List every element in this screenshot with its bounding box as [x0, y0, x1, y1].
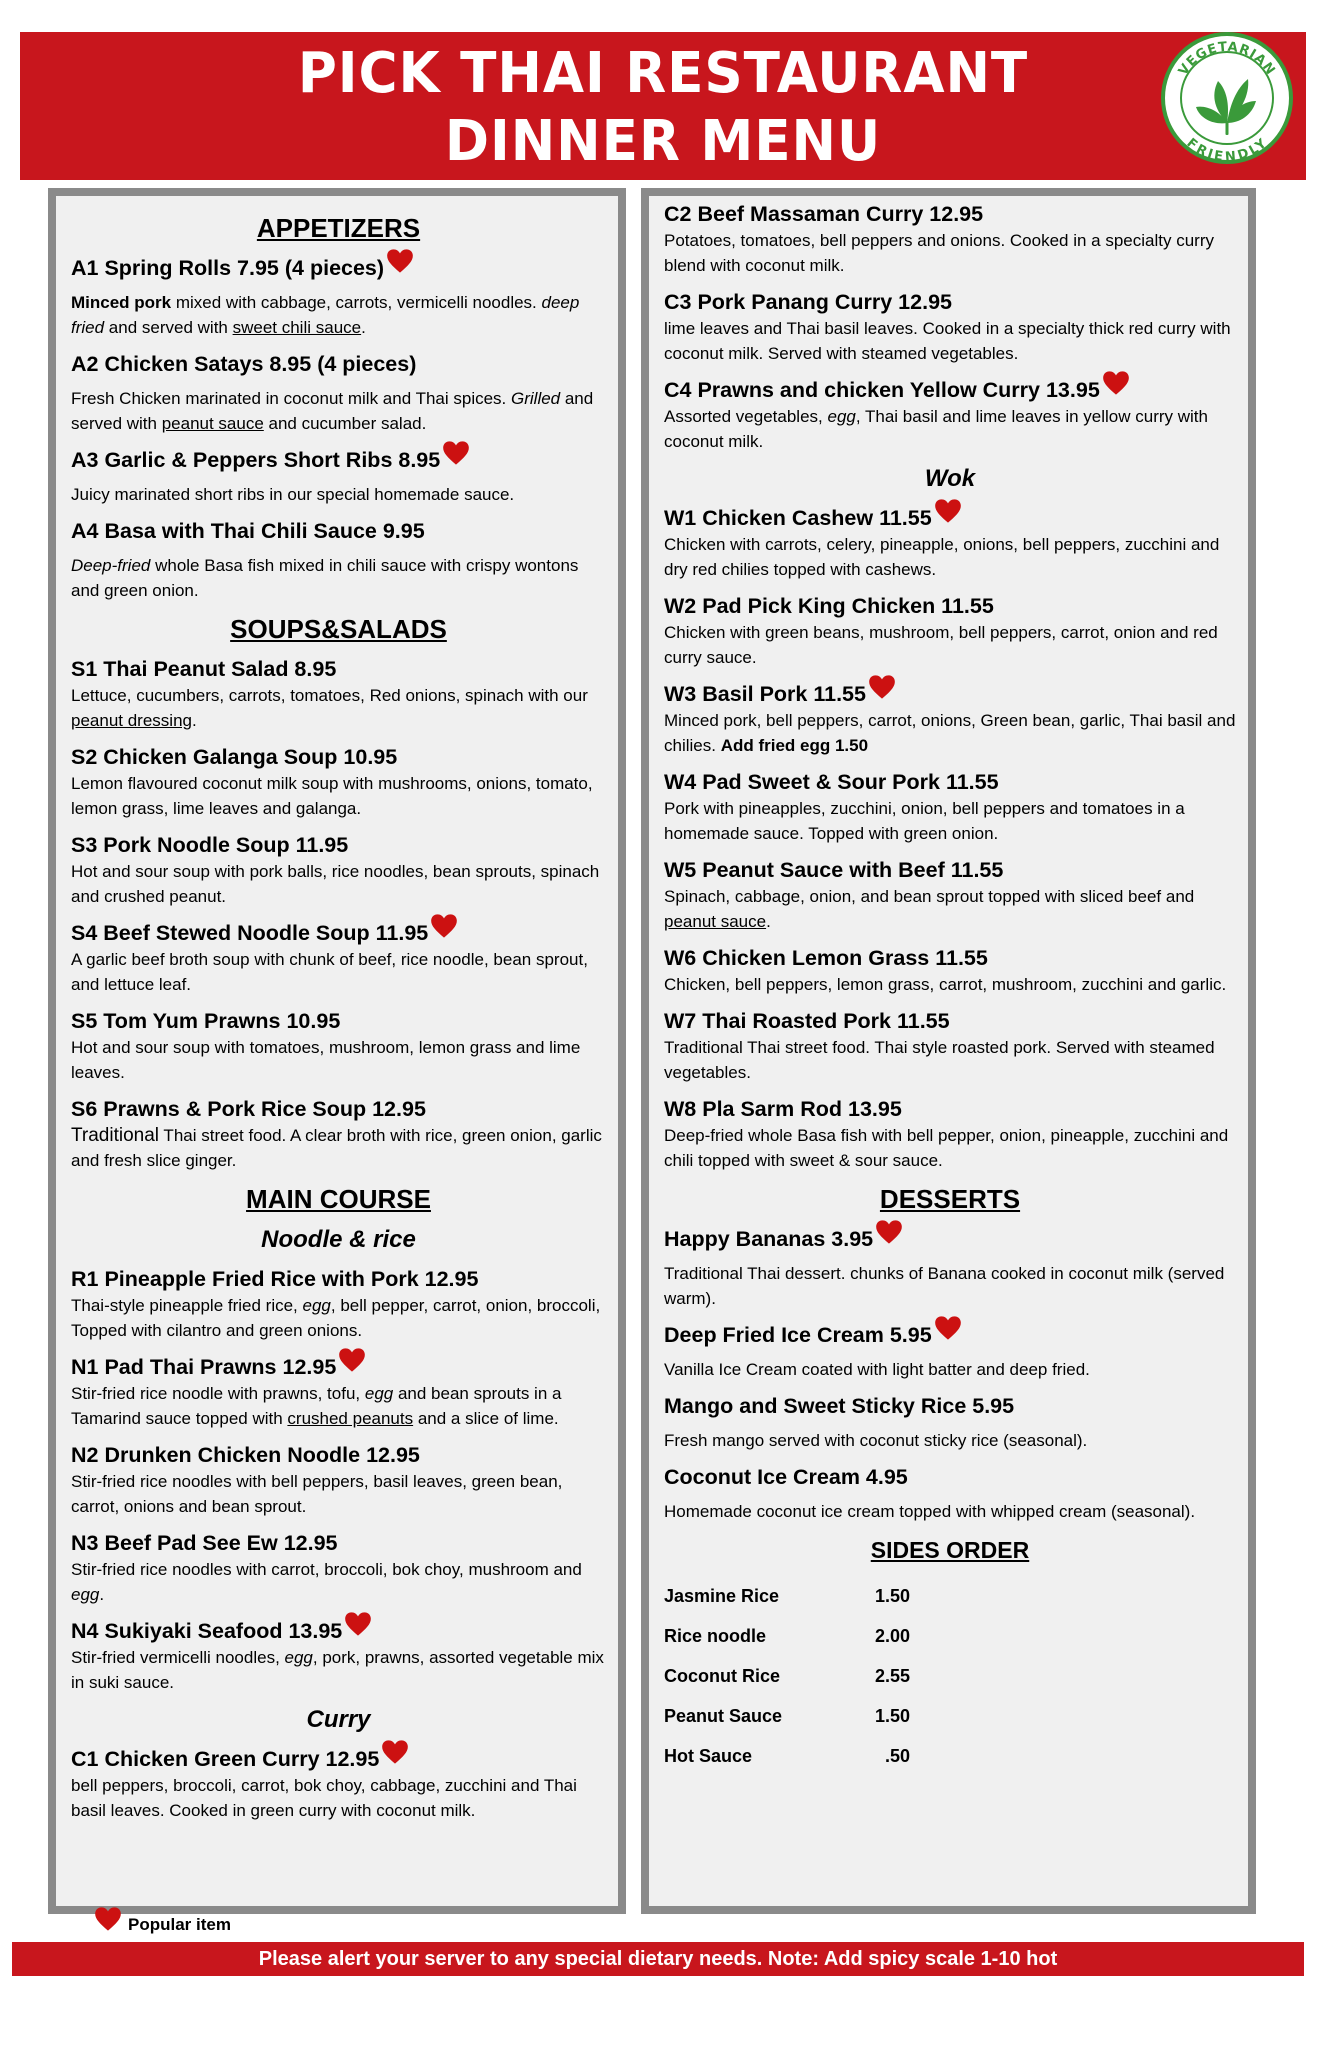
sides-list [664, 1576, 1236, 1776]
menu-item-deep-fried-ice-cream-description: Vanilla Ice Cream coated with light batter and deep fried. [664, 1360, 1090, 1379]
list-item: Hot Sauce .50 [664, 1746, 910, 1766]
svg-text:VEGETARIAN: VEGETARIAN [1175, 39, 1279, 79]
menu-item-a2: A2 Chicken Satays 8.95 (4 pieces) [71, 352, 417, 376]
heart-icon [934, 498, 962, 524]
dietary-notice-footer: Please alert your server to any special dietary needs. Note: Add spicy scale 1-10 hot [12, 1942, 1304, 1976]
menu-item-s3-description: Hot and sour soup with pork balls, rice noodles, bean sprouts, spinach and crushed peanut. [71, 862, 600, 906]
menu-item-a2-description: Fresh Chicken marinated in coconut milk and Thai spices. Grilled and served with peanut sauce and cucumber salad. [71, 389, 594, 433]
heart-icon [1102, 370, 1130, 396]
menu-item-s4-description: A garlic beef broth soup with chunk of beef, rice noodle, bean sprout, and lettuce leaf. [71, 950, 588, 994]
menu-item-r1-description: Thai-style pineapple fried rice, egg, bell pepper, carrot, onion, broccoli, Topped with cilantro and green onions. [71, 1296, 601, 1340]
menu-item-coconut-ice-cream-description: Homemade coconut ice cream topped with whipped cream (seasonal). [664, 1502, 1196, 1521]
menu-item-c1: C1 Chicken Green Curry 12.95 [71, 1745, 606, 1773]
menu-item-c4: C4 Prawns and chicken Yellow Curry 13.95 [664, 376, 1236, 404]
menu-item-c3: C3 Pork Panang Curry 12.95 [664, 290, 952, 314]
heart-icon [430, 913, 458, 939]
menu-item-c2-description: Potatoes, tomatoes, bell peppers and onions. Cooked in a specialty curry blend with coconut milk. [664, 231, 1214, 275]
menu-item-s6-description: Traditional Thai street food. A clear broth with rice, green onion, garlic and fresh slice ginger. [71, 1125, 602, 1170]
heart-icon [386, 248, 414, 274]
menu-item-a4-description: Deep-fried whole Basa fish mixed in chili sauce with crispy wontons and green onion. [71, 556, 579, 600]
menu-item-mango-sticky-rice-description: Fresh mango served with coconut sticky rice (seasonal). [664, 1431, 1088, 1450]
menu-item-coconut-ice-cream: Coconut Ice Cream 4.95 [664, 1465, 908, 1489]
list-item: Rice noodle 2.00 [664, 1626, 910, 1646]
menu-item-s6: S6 Prawns & Pork Rice Soup 12.95 [71, 1097, 426, 1121]
heart-icon [381, 1739, 409, 1765]
menu-item-w5-description: Spinach, cabbage, onion, and bean sprout topped with sliced beef and peanut sauce. [664, 887, 1195, 931]
heart-icon [442, 440, 470, 466]
menu-item-a3-description: Juicy marinated short ribs in our special homemade sauce. [71, 485, 515, 504]
menu-item-w7: W7 Thai Roasted Pork 11.55 [664, 1009, 950, 1033]
heart-icon [934, 1315, 962, 1341]
right-menu-panel [641, 188, 1256, 1914]
list-item: Coconut Rice 2.55 [664, 1666, 910, 1686]
menu-item-a3: A3 Garlic & Peppers Short Ribs 8.95 [71, 446, 606, 474]
left-menu-panel [48, 188, 626, 1914]
menu-item-s5-description: Hot and sour soup with tomatoes, mushroom, lemon grass and lime leaves. [71, 1038, 581, 1082]
list-item: Peanut Sauce 1.50 [664, 1706, 910, 1726]
menu-item-a1-description: Minced pork mixed with cabbage, carrots, vermicelli noodles. deep fried and served with sweet chili sauce. [71, 293, 580, 337]
menu-item-w4-description: Pork with pineapples, zucchini, onion, bell peppers and tomatoes in a homemade sauce. Topped with green onion. [664, 799, 1185, 843]
menu-item-mango-sticky-rice: Mango and Sweet Sticky Rice 5.95 [664, 1394, 1015, 1418]
heart-icon [94, 1906, 122, 1932]
menu-item-w2-description: Chicken with green beans, mushroom, bell peppers, carrot, onion and red curry sauce. [664, 623, 1218, 667]
menu-item-c1-description: bell peppers, broccoli, carrot, bok choy, cabbage, zucchini and Thai basil leaves. Cooked in green curry with coconut milk. [71, 1776, 577, 1820]
wok-heading: Wok [924, 465, 976, 492]
menu-item-deep-fried-ice-cream: Deep Fried Ice Cream 5.95 [664, 1321, 1236, 1349]
main-course-heading: MAIN COURSE [246, 1184, 431, 1214]
menu-item-c4-description: Assorted vegetables, egg, Thai basil and lime leaves in yellow curry with coconut milk. [664, 407, 1208, 451]
menu-item-w3-description: Minced pork, bell peppers, carrot, onions, Green bean, garlic, Thai basil and chilies. Add fried egg 1.50 [664, 711, 1236, 755]
menu-item-r1: R1 Pineapple Fried Rice with Pork 12.95 [71, 1267, 479, 1291]
menu-item-n1: N1 Pad Thai Prawns 12.95 [71, 1353, 606, 1381]
noodle-rice-heading: Noodle & rice [261, 1226, 416, 1253]
menu-item-w5: W5 Peanut Sauce with Beef 11.55 [664, 858, 1004, 882]
menu-item-s3: S3 Pork Noodle Soup 11.95 [71, 833, 349, 857]
menu-header [20, 32, 1306, 180]
menu-item-happy-bananas-description: Traditional Thai dessert. chunks of Banana cooked in coconut milk (served warm). [664, 1264, 1225, 1308]
menu-item-s1-description: Lettuce, cucumbers, carrots, tomatoes, Red onions, spinach with our peanut dressing. [71, 686, 588, 730]
menu-item-n4: N4 Sukiyaki Seafood 13.95 [71, 1617, 606, 1645]
heart-icon [338, 1347, 366, 1373]
menu-item-happy-bananas: Happy Bananas 3.95 [664, 1225, 1236, 1253]
menu-item-w7-description: Traditional Thai street food. Thai style roasted pork. Served with steamed vegetables. [664, 1038, 1215, 1082]
menu-item-w1: W1 Chicken Cashew 11.55 [664, 504, 1236, 532]
svg-text:FRIENDLY: FRIENDLY [1183, 135, 1271, 165]
list-item: Jasmine Rice 1.50 [664, 1586, 910, 1606]
menu-item-w8-description: Deep-fried whole Basa fish with bell pepper, onion, pineapple, zucchini and chili topped with sweet & sour sauce. [664, 1126, 1229, 1170]
heart-icon [868, 674, 896, 700]
legend-label: Popular item [128, 1915, 231, 1934]
menu-item-w6-description: Chicken, bell peppers, lemon grass, carrot, mushroom, zucchini and garlic. [664, 975, 1227, 994]
curry-heading: Curry [306, 1706, 371, 1733]
heart-icon [344, 1611, 372, 1637]
menu-item-c3-description: lime leaves and Thai basil leaves. Cooked in a specialty thick red curry with coconut milk. Served with steamed vegetables. [664, 319, 1231, 363]
menu-item-s5: S5 Tom Yum Prawns 10.95 [71, 1009, 341, 1033]
soups-salads-heading: SOUPS&SALADS [230, 614, 447, 644]
menu-item-w3: W3 Basil Pork 11.55 [664, 680, 1236, 708]
menu-item-s2-description: Lemon flavoured coconut milk soup with mushrooms, onions, tomato, lemon grass, lime leaves and galanga. [71, 774, 593, 818]
menu-item-a1: A1 Spring Rolls 7.95 (4 pieces) [71, 254, 606, 282]
heart-icon [875, 1219, 903, 1245]
menu-item-n2-description: Stir-fried rice noodles with bell peppers, basil leaves, green bean, carrot, onions and bean sprout. [71, 1472, 563, 1516]
menu-item-c2: C2 Beef Massaman Curry 12.95 [664, 202, 984, 226]
restaurant-title: PICK THAI RESTAURANT [297, 41, 1029, 106]
menu-item-w1-description: Chicken with carrots, celery, pineapple, onions, bell peppers, zucchini and dry red chilies topped with cashews. [664, 535, 1220, 579]
menu-item-w6: W6 Chicken Lemon Grass 11.55 [664, 946, 988, 970]
menu-item-n4-description: Stir-fried vermicelli noodles, egg, pork, prawns, assorted vegetable mix in suki sauce. [71, 1648, 604, 1692]
menu-item-n1-description: Stir-fried rice noodle with prawns, tofu, egg and bean sprouts in a Tamarind sauce topped with crushed peanuts and a slice of lime. [71, 1384, 562, 1428]
menu-item-n3: N3 Beef Pad See Ew 12.95 [71, 1531, 338, 1555]
vegetarian-friendly-badge [1160, 31, 1294, 165]
menu-item-w2: W2 Pad Pick King Chicken 11.55 [664, 594, 994, 618]
menu-item-s1: S1 Thai Peanut Salad 8.95 [71, 657, 337, 681]
menu-item-w4: W4 Pad Sweet & Sour Pork 11.55 [664, 770, 999, 794]
menu-item-a4: A4 Basa with Thai Chili Sauce 9.95 [71, 519, 425, 543]
menu-item-w8: W8 Pla Sarm Rod 13.95 [664, 1097, 902, 1121]
menu-subtitle: DINNER MENU [444, 109, 882, 174]
menu-item-n3-description: Stir-fried rice noodles with carrot, broccoli, bok choy, mushroom and egg. [71, 1560, 582, 1604]
desserts-heading: DESSERTS [879, 1184, 1021, 1214]
appetizers-heading: APPETIZERS [256, 213, 421, 243]
menu-item-s4: S4 Beef Stewed Noodle Soup 11.95 [71, 919, 606, 947]
popular-item-legend [92, 1912, 231, 1938]
menu-item-s2: S2 Chicken Galanga Soup 10.95 [71, 745, 398, 769]
menu-item-n2: N2 Drunken Chicken Noodle 12.95 [71, 1443, 420, 1467]
sides-order-heading: SIDES ORDER [870, 1537, 1030, 1563]
